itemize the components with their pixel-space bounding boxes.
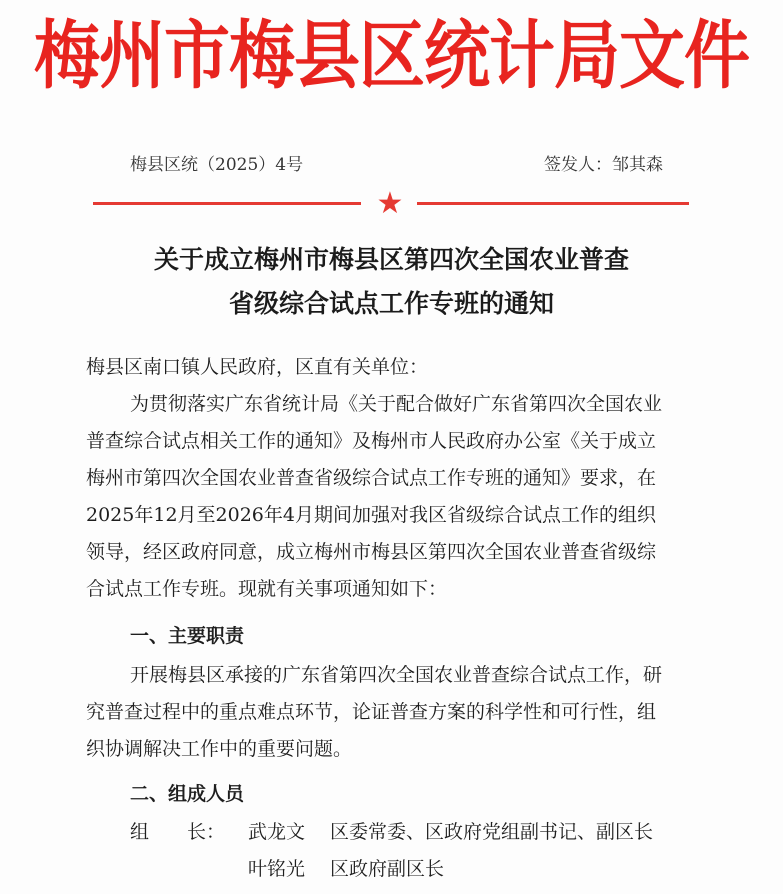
- intro-line: 2025年12月至2026年4月期间加强对我区省级综合试点工作的组织: [86, 504, 656, 526]
- section-1-line: 织协调解决工作中的重要问题。: [86, 738, 353, 760]
- section-1-heading: 一、主要职责: [130, 625, 245, 647]
- document-number: 梅县区统（2025）4号: [130, 155, 304, 175]
- document-header-title: 梅州市梅县区统计局文件: [34, 12, 749, 99]
- red-star-icon: ★: [376, 186, 404, 221]
- red-divider-left: [93, 202, 361, 205]
- recipients: 梅县区南口镇人民政府，区直有关单位：: [86, 356, 429, 378]
- signer: 签发人：邹其森: [544, 155, 663, 175]
- member-name: 叶铭光: [248, 858, 306, 880]
- intro-line: 梅州市第四次全国农业普查省级综合试点工作专班的通知》要求，在: [86, 467, 657, 489]
- section-1-line: 开展梅县区承接的广东省第四次全国农业普查综合试点工作，研: [130, 664, 663, 686]
- notice-title-line-1: 关于成立梅州市梅县区第四次全国农业普查: [153, 245, 629, 274]
- red-divider-right: [417, 202, 689, 205]
- intro-line: 领导，经区政府同意，成立梅州市梅县区第四次全国农业普查省级综: [86, 541, 657, 563]
- notice-title-line-2: 省级综合试点工作专班的通知: [228, 289, 554, 318]
- member-name: 武龙文: [248, 821, 306, 843]
- section-1-line: 究普查过程中的重点难点环节，论证普查方案的科学性和可行性，组: [86, 701, 657, 723]
- member-position: 区委常委、区政府党组副书记、副区长: [330, 821, 654, 843]
- intro-line: 为贯彻落实广东省统计局《关于配合做好广东省第四次全国农业: [130, 393, 663, 415]
- section-2-heading: 二、组成人员: [130, 783, 245, 805]
- member-position: 区政府副区长: [330, 858, 445, 880]
- role-label: 组 长：: [130, 821, 226, 843]
- intro-line: 普查综合试点相关工作的通知》及梅州市人民政府办公室《关于成立: [86, 430, 657, 452]
- intro-line: 合试点工作专班。现就有关事项通知如下：: [86, 578, 448, 600]
